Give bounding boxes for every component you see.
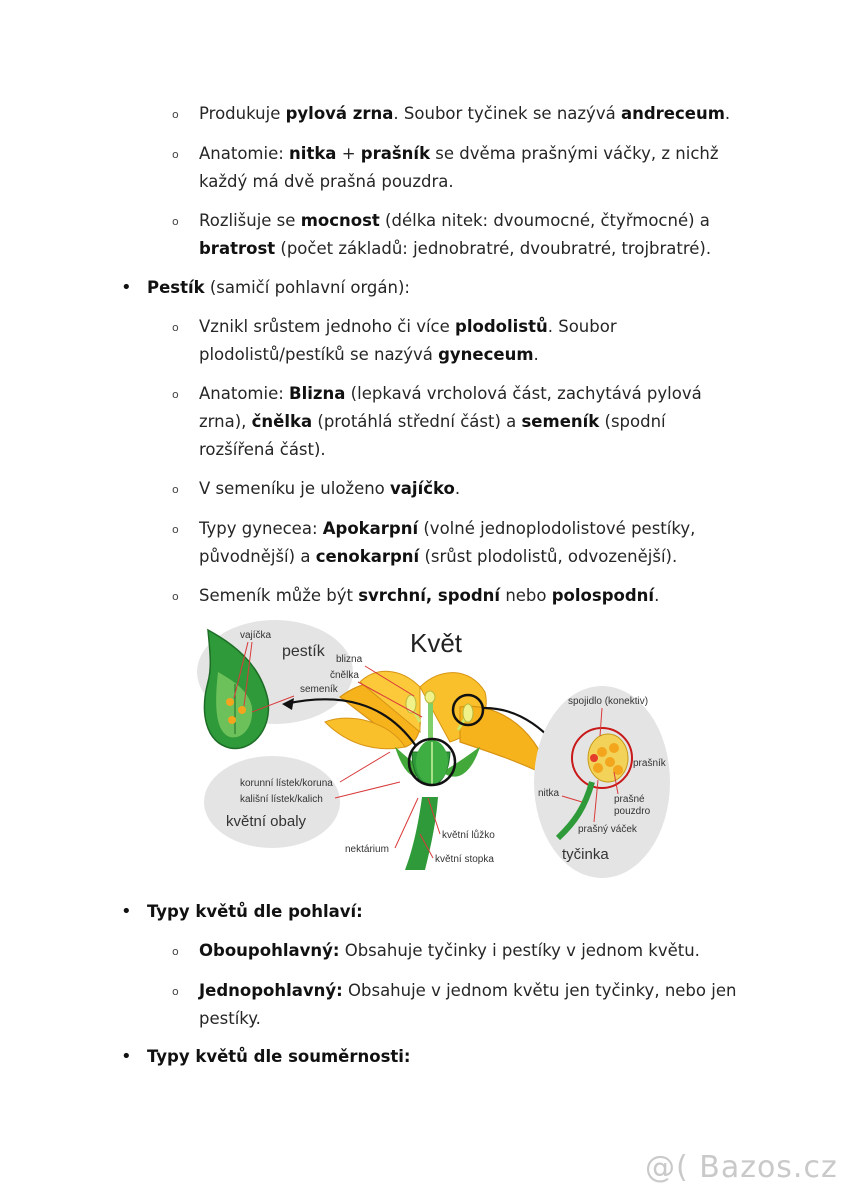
bullet-marker: • (121, 901, 132, 922)
diagram-title: Květ (410, 628, 463, 658)
text-line (199, 235, 711, 263)
bullet-marker: o (172, 523, 179, 536)
bold-term: Apokarpní (322, 519, 419, 538)
text-line (199, 1005, 261, 1033)
text-span: (lepkavá vrcholová část, zachytává pylová (345, 384, 702, 403)
text-span: Produkuje (199, 104, 286, 123)
bullet-marker: • (121, 1046, 132, 1067)
bold-term: Oboupohlavný: (199, 941, 340, 960)
bold-term: prašník (360, 144, 431, 163)
label-kalisni: kališní lístek/kalich (240, 794, 323, 805)
bullet-marker: o (172, 985, 179, 998)
text-line (199, 380, 702, 408)
label-nitka: nitka (538, 788, 560, 799)
text-span: plodolistů/pestíků se nazývá (199, 345, 439, 364)
bullet-marker: • (121, 277, 132, 298)
label-cnelka: čnělka (330, 670, 359, 681)
text-line (199, 937, 700, 965)
text-span: (délka nitek: dvoumocné, čtyřmocné) a (379, 211, 710, 230)
label-semenik: semeník (300, 684, 338, 695)
label-nektarium: nektárium (345, 844, 389, 855)
bold-term: vajíčko (390, 479, 455, 498)
text-span: každý má dvě prašná pouzdra. (199, 172, 454, 191)
bold-term: Typy květů dle pohlaví: (147, 902, 363, 921)
label-blizna: blizna (336, 654, 363, 665)
bold-term: čnělka (251, 412, 313, 431)
bold-term: Jednopohlavný: (199, 981, 343, 1000)
bold-term: gyneceum (438, 345, 534, 364)
text-span: (volné jednoplodolistové pestíky, (418, 519, 696, 538)
text-span: + (336, 144, 361, 163)
text-span: (srůst plodolistů, odvozenější). (419, 547, 678, 566)
text-line (199, 341, 539, 369)
text-line (199, 140, 719, 168)
text-span: Rozlišuje se (199, 211, 301, 230)
bold-term: Blizna (289, 384, 346, 403)
bold-term: polospodní (551, 586, 655, 605)
section-heading-pestik (147, 274, 410, 302)
bold-term: andreceum (620, 104, 725, 123)
text-span: . (454, 479, 461, 498)
text-line (199, 515, 695, 543)
label-kvetni-obaly: květní obaly (226, 813, 307, 830)
bold-term: nitka (289, 144, 337, 163)
label-prasne-pouzdro-1: prašné (614, 794, 645, 805)
text-line (199, 977, 736, 1005)
text-span: . (654, 586, 660, 605)
text-span: rozšířená část). (199, 440, 326, 459)
text-span: zrna), (199, 412, 252, 431)
bullet-marker: o (172, 388, 179, 401)
text-line (199, 543, 677, 571)
text-line (199, 475, 460, 503)
text-span: se dvěma prašnými váčky, z nichž (430, 144, 719, 163)
bold-term: pylová zrna (285, 104, 394, 123)
text-line (199, 168, 454, 196)
label-vajicka: vajíčka (240, 630, 272, 641)
text-span: (protáhlá střední část) a (312, 412, 522, 431)
text-span: V semeníku je uloženo (199, 479, 391, 498)
bold-term: Typy květů dle souměrnosti: (147, 1047, 411, 1066)
section-heading-typy-soumernosti (147, 1043, 411, 1071)
text-span: (samičí pohlavní orgán): (204, 278, 410, 297)
text-span: nebo (500, 586, 552, 605)
bold-term: Pestík (147, 278, 205, 297)
text-line (199, 436, 326, 464)
ovule (228, 716, 236, 724)
bullet-marker: o (172, 945, 179, 958)
text-line (199, 100, 730, 128)
label-kvetni-luzko: květní lůžko (442, 830, 495, 841)
text-span: Anatomie: (199, 144, 290, 163)
ovule (226, 698, 234, 706)
text-span: pestíky. (199, 1009, 261, 1028)
label-tycinka: tyčinka (562, 846, 609, 863)
text-span: Obsahuje v jednom květu jen tyčinky, nebo jen (342, 981, 737, 1000)
bold-term: mocnost (300, 211, 380, 230)
bold-term: semeník (521, 412, 600, 431)
text-span: Semeník může být (199, 586, 359, 605)
flower-diagram (190, 612, 680, 882)
text-span: . Soubor tyčinek se nazývá (393, 104, 621, 123)
section-heading-typy-pohlavi (147, 898, 363, 926)
text-line (199, 313, 617, 341)
label-pestik: pestík (282, 643, 325, 660)
bold-term: bratrost (199, 239, 276, 258)
bullet-marker: o (172, 321, 179, 334)
text-span: (počet základů: jednobratré, dvoubratré, trojbratré). (275, 239, 712, 258)
stem (405, 797, 438, 870)
bullet-marker: o (172, 148, 179, 161)
text-span: Vznikl srůstem jednoho či více (199, 317, 456, 336)
label-prasne-pouzdro-2: pouzdro (614, 806, 651, 817)
label-kvetni-stopka: květní stopka (435, 854, 494, 865)
text-span: . (533, 345, 539, 364)
label-spojidlo: spojidlo (konektiv) (568, 696, 649, 707)
text-span: . (724, 104, 731, 123)
bold-term: svrchní, spodní (358, 586, 501, 605)
bullet-marker: o (172, 108, 179, 121)
text-line (199, 408, 666, 436)
bullet-marker: o (172, 483, 179, 496)
bullet-marker: o (172, 215, 179, 228)
watermark: @( Bazos.cz (645, 1150, 838, 1185)
label-prasny-vacek: prašný váček (578, 824, 637, 835)
label-korunni: korunní lístek/koruna (240, 778, 333, 789)
text-span: Typy gynecea: (199, 519, 323, 538)
ovule (238, 706, 246, 714)
text-span: (spodní (599, 412, 666, 431)
text-line (199, 582, 659, 610)
label-prasnik: prašník (633, 758, 666, 769)
text-span: . Soubor (547, 317, 617, 336)
text-span: Obsahuje tyčinky i pestíky v jednom květu. (339, 941, 700, 960)
text-span: původnější) a (199, 547, 316, 566)
bold-term: plodolistů (455, 317, 548, 336)
text-line (199, 207, 710, 235)
bold-term: cenokarpní (315, 547, 420, 566)
bullet-marker: o (172, 590, 179, 603)
text-span: Anatomie: (199, 384, 290, 403)
